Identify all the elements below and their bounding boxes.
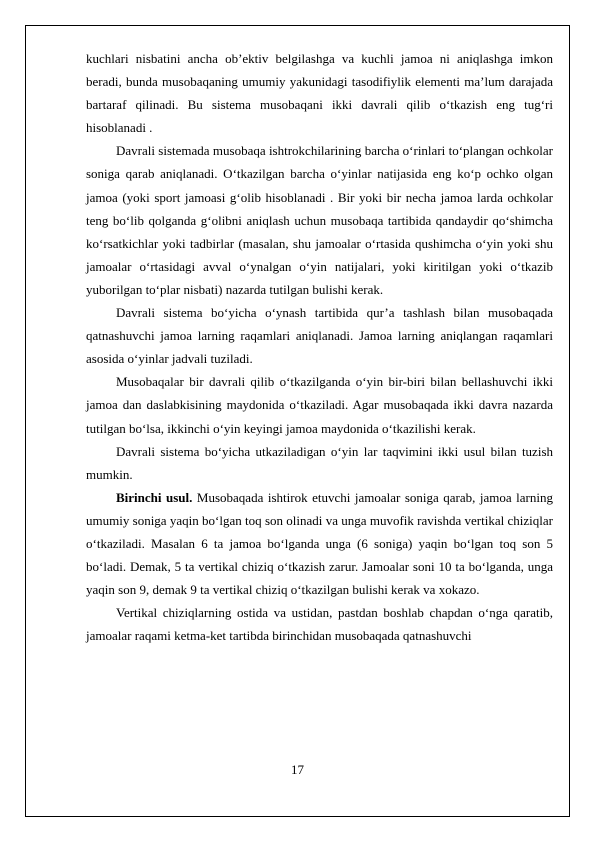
paragraph-3: Davrali sistema bo‘yicha o‘ynash tartibida qur’a tashlash bilan musobaqada qatnashuvchi jamoa larning raqamlari aniqlanadi. Jamoa larning aniqlangan raqamlari asosida o‘yinlar jadvali tuziladi. xyxy=(86,305,553,367)
paragraph-7: Vertikal chiziqlarning ostida va ustidan, pastdan boshlab chapdan o‘nga qaratib, jamoalar raqami ketma-ket tartibda birinchidan musobaqada qatnashuvchi xyxy=(86,605,553,644)
document-body xyxy=(86,47,553,647)
paragraph-1: kuchlari nisbatini ancha ob’ektiv belgilashga va kuchli jamoa ni aniqlashga imkon beradi, bunda musobaqaning umumiy yakunidagi tasodifiylik elementi ma’lum darajada bartaraf qilinadi. Bu sistema musobaqani ikki davrali qilib o‘tkazish eng tug‘ri hisoblanadi . xyxy=(86,51,553,136)
paragraph-2: Davrali sistemada musobaqa ishtrokchilarining barcha o‘rinlari to‘plangan ochkolar soniga qarab aniqlanadi. O‘tkazilgan barcha o‘yinlar natijasida eng ko‘p ochko olgan jamoa (yoki sport jamoasi g‘olib hisoblanadi . Bir yoki bir necha jamoa larda ochkolar teng bo‘lib qolganda g‘olibni aniqlash uchun musobaqa tartibida qandaydir qo‘shimcha ko‘rsatkichlar yoki tadbirlar (masalan, shu jamoalar o‘rtasida qushimcha o‘yin yoki shu jamoalar o‘rtasidagi avval o‘ynalgan o‘yin natijalari, yoki kiritilgan yoki o‘tkazib yuborilgan to‘plar nisbati) nazarda tutilgan bulishi kerak. xyxy=(86,143,553,297)
page-number: 17 xyxy=(291,762,304,777)
paragraph-5: Davrali sistema bo‘yicha utkaziladigan o‘yin lar taqvimini ikki usul bilan tuzish mumkin. xyxy=(86,443,553,482)
paragraph-4: Musobaqalar bir davrali qilib o‘tkazilganda o‘yin bir-biri bilan bellashuvchi ikki jamoa dan daslabkisining maydonida o‘tkaziladi. Agar musobaqada ikki davra nazarda tutilgan bo‘lsa, ikkinchi o‘yin keyingi jamoa maydonida o‘tkazilishi kerak. xyxy=(86,374,553,436)
paragraph-6-text: Musobaqada ishtirok etuvchi jamoalar soniga qarab, jamoa larning umumiy soniga yaqin bo‘lgan toq son olinadi va unga muvofik ravishda vertikal chiziqlar o‘tkaziladi. Masalan 6 ta jamoa bo‘lganda unga (6 soniga) yaqin bo‘lgan toq son 5 bo‘ladi. Demak, 5 ta vertikal chiziq o‘tkazish zarur. Jamoalar soni 10 ta bo‘lganda, unga yaqin son 9, demak 9 ta vertikal chiziq o‘tkazilgan bulishi kerak va xokazo. xyxy=(86,489,553,598)
paragraph-6 xyxy=(86,486,553,601)
paragraph-6-heading: Birinchi usul. xyxy=(116,489,193,505)
